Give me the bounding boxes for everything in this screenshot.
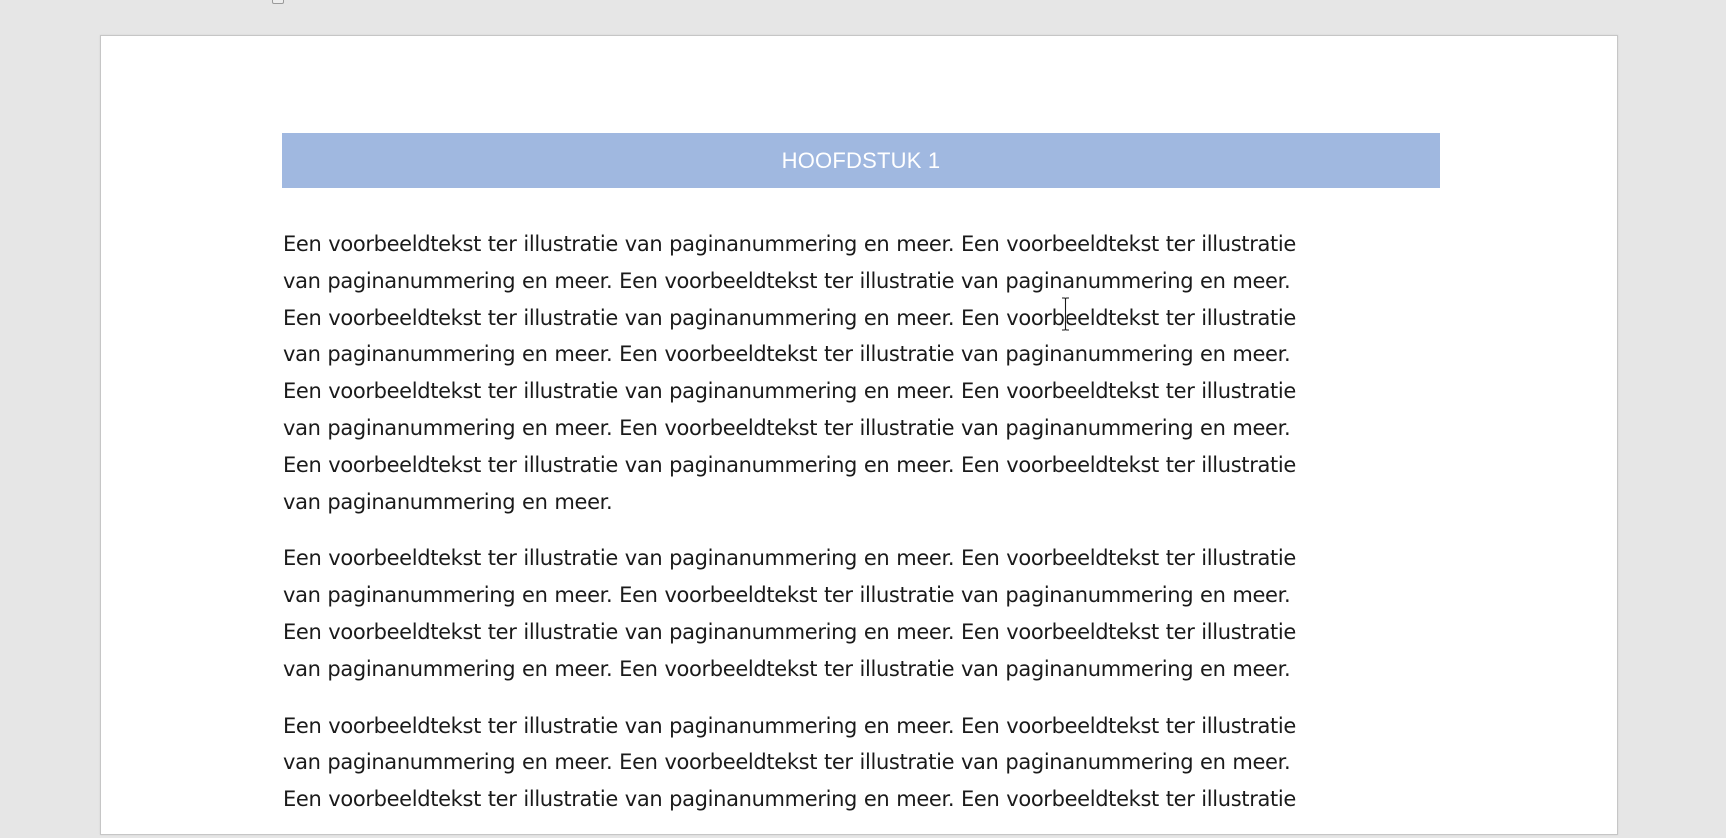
text-line[interactable]: Een voorbeeldtekst ter illustratie van paginanummering en meer. Een voorbeeldtekst ter illustratie xyxy=(283,452,1296,477)
text-line[interactable]: Een voorbeeldtekst ter illustratie van paginanummering en meer. Een voorbeeldtekst ter illustratie xyxy=(283,713,1296,738)
text-line[interactable]: Een voorbeeldtekst ter illustratie van paginanummering en meer. Een voorbeeldtekst ter illustratie xyxy=(283,546,1296,571)
text-line[interactable]: van paginanummering en meer. Een voorbeeldtekst ter illustratie van paginanummering en meer. xyxy=(283,750,1291,775)
text-line[interactable]: van paginanummering en meer. Een voorbeeldtekst ter illustratie van paginanummering en meer. xyxy=(283,268,1291,293)
chapter-heading[interactable]: HOOFDSTUK 1 xyxy=(781,147,941,173)
text-line[interactable]: Een voorbeeldtekst ter illustratie van paginanummering en meer. Een voorbeeldtekst ter illustratie xyxy=(283,232,1296,256)
paragraph-3[interactable] xyxy=(283,708,1443,818)
text-line[interactable]: van paginanummering en meer. Een voorbeeldtekst ter illustratie van paginanummering en meer. xyxy=(283,583,1291,608)
text-line[interactable]: Een voorbeeldtekst ter illustratie van paginanummering en meer. Een voorbeeldtekst ter illustratie xyxy=(283,379,1296,404)
text-line[interactable]: van paginanummering en meer. xyxy=(283,489,613,514)
text-line[interactable]: Een voorbeeldtekst ter illustratie van paginanummering en meer. Een voorbeeldtekst ter illustratie xyxy=(283,787,1296,812)
paragraph-2[interactable] xyxy=(283,540,1443,687)
chapter-heading-bar[interactable] xyxy=(282,133,1440,188)
text-line[interactable]: Een voorbeeldtekst ter illustratie van paginanummering en meer. Een voorbeeldtekst ter illustratie xyxy=(283,619,1296,644)
text-line[interactable]: van paginanummering en meer. Een voorbeeldtekst ter illustratie van paginanummering en meer. xyxy=(283,415,1291,440)
text-line[interactable]: Een voorbeeldtekst ter illustratie van paginanummering en meer. Een voorbeeldtekst ter illustratie xyxy=(283,305,1296,330)
paragraph-1[interactable] xyxy=(283,226,1443,520)
toolbar-icon-partial[interactable] xyxy=(272,0,284,4)
text-line[interactable]: van paginanummering en meer. Een voorbeeldtekst ter illustratie van paginanummering en meer. xyxy=(283,656,1291,681)
document-page[interactable] xyxy=(100,35,1618,835)
document-body[interactable] xyxy=(283,226,1443,838)
text-line[interactable]: van paginanummering en meer. Een voorbeeldtekst ter illustratie van paginanummering en meer. xyxy=(283,342,1291,367)
